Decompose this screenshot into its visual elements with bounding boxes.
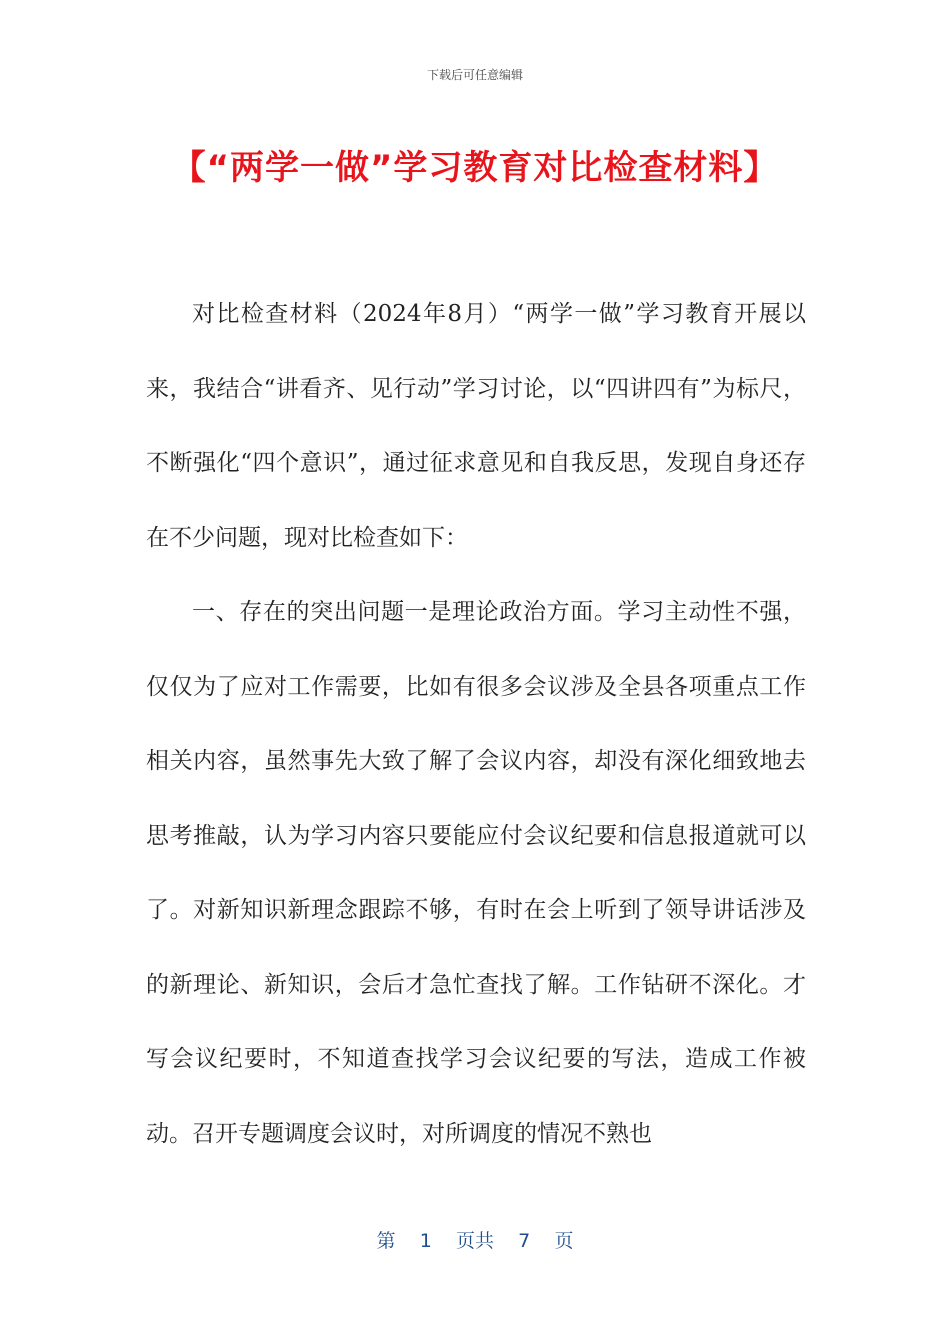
paragraph-problems: 一、存在的突出问题一是理论政治方面。学习主动性不强，仅仅为了应对工作需要，比如有很多会议涉及全县各项重点工作相关内容，虽然事先大致了解了会议内容，却没有深化细致地去思考推敲，认为学习内容只要能应付会议纪要和信息报道就可以了。对新知识新理念跟踪不够，有时在会上听到了领导讲话涉及的新理论、新知识，会后才急忙查找了解。工作钻研不深化。才写会议纪要时，不知道查找学习会议纪要的写法，造成工作被动。召开专题调度会议时，对所调度的情况不熟也 bbox=[146, 599, 806, 1147]
document-body bbox=[146, 277, 806, 1171]
footer-current-page: 1 bbox=[419, 1230, 432, 1252]
page-footer bbox=[0, 1226, 950, 1253]
header-note: 下载后可任意编辑 bbox=[426, 68, 523, 82]
paragraph-intro: 对比检查材料（2024年8月）“两学一做”学习教育开展以来，我结合“讲看齐、见行动”学习讨论，以“四讲四有”为标尺，不断强化“四个意识”，通过征求意见和自我反思，发现自身还存在不少问题，现对比检查如下： bbox=[146, 301, 806, 551]
footer-total-pages: 7 bbox=[518, 1230, 531, 1252]
footer-middle: 页共 bbox=[455, 1230, 494, 1252]
footer-suffix: 页 bbox=[554, 1230, 574, 1252]
footer-prefix: 第 bbox=[376, 1230, 396, 1252]
document-title: 【“两学一做”学习教育对比检查材料】 bbox=[171, 148, 779, 188]
